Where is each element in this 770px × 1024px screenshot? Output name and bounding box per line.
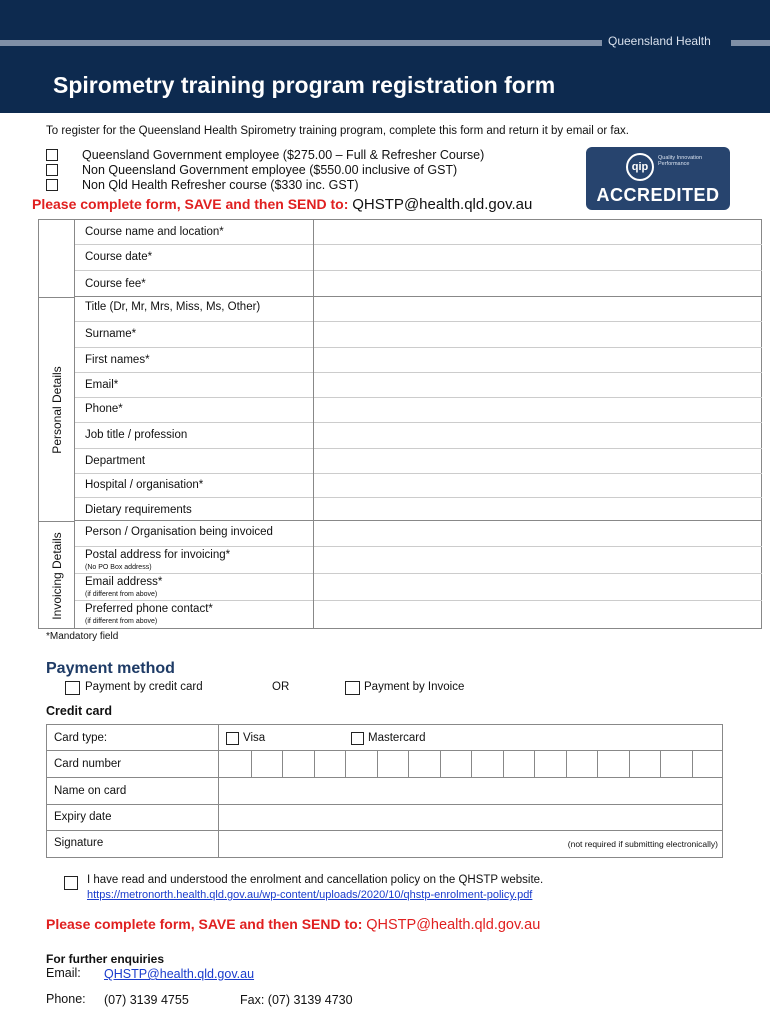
policy-link[interactable]: https://metronorth.health.qld.gov.au/wp-content/uploads/2020/10/qhstp-enrolment-policy.pdf [87,889,533,901]
personal-section-side [39,297,75,521]
or-label: OR [272,681,290,693]
card-digit-divider [408,751,409,777]
row-expiry [47,805,722,831]
header-banner [0,0,770,113]
card-digit-divider [629,751,630,777]
label: Phone* [85,403,123,415]
mandatory-note: *Mandatory field [46,631,119,642]
phone-input[interactable] [313,397,762,422]
registration-table [38,219,762,629]
option-label: Non Qld Health Refresher course ($330 inc. GST) [82,178,359,192]
checkbox[interactable] [46,149,58,161]
option-label: Non Queensland Government employee ($550.00 inclusive of GST) [82,163,458,177]
label: Surname* [85,328,137,340]
row-invoiced [75,521,762,547]
signature-input[interactable] [218,831,722,857]
accredited-small-text: Quality Innovation Performance [658,155,703,167]
policy-checkbox[interactable] [64,876,78,890]
invoice-phone-input[interactable] [313,600,762,629]
label: Name on card [54,785,127,797]
banner-stripe [0,40,602,46]
card-digit-divider [566,751,567,777]
postal-input[interactable] [313,546,762,573]
signature-note: (not required if submitting electronically) [567,839,718,849]
credit-card-title: Credit card [46,704,112,718]
row-card-type [47,725,722,751]
label: Title (Dr, Mr, Mrs, Miss, Ms, Other) [85,301,261,313]
mastercard-label: Mastercard [368,732,426,744]
enquiries-fax: Fax: (07) 3139 4730 [240,993,353,1007]
qip-logo-icon: qip [626,153,654,181]
intro-text: To register for the Queensland Health Spirometry training program, complete this form and return it by email or fax. [46,125,629,137]
option-label: Queensland Government employee ($275.00 – Full & Refresher Course) [82,148,485,162]
note: (if different from above) [85,618,158,625]
row-card-number [47,751,722,778]
send-instruction-bottom [46,916,540,933]
send-email: QHSTP@health.qld.gov.au [352,196,533,213]
checkbox[interactable] [65,681,80,695]
label: Job title / profession [85,429,188,441]
option-label: Payment by Invoice [364,681,465,693]
invoicing-section-side [39,521,75,629]
label: Email address* [85,576,163,588]
row-hospital [75,474,762,498]
banner-stripe-end [731,40,770,46]
credit-card-table [46,724,723,858]
label: Dietary requirements [85,504,192,516]
card-digit-divider [282,751,283,777]
page-title: Spirometry training program registration form [53,72,556,98]
dietary-input[interactable] [313,497,762,520]
email-input[interactable] [313,372,762,397]
invoice-email-input[interactable] [313,573,762,600]
card-digit-divider [597,751,598,777]
policy-text: I have read and understood the enrolment and cancellation policy on the QHSTP website. [87,874,544,886]
label: Course fee* [85,278,146,290]
row-email [75,373,762,398]
department-input[interactable] [313,448,762,473]
row-department [75,449,762,474]
row-course-date [75,245,762,271]
enquiries-email-label: Email: [46,966,81,980]
label: Email* [85,379,119,391]
row-postal [75,547,762,574]
invoicing-section-label: Invoicing Details [49,531,64,620]
job-title-input[interactable] [313,422,762,448]
checkbox[interactable] [345,681,360,695]
note: (if different from above) [85,591,158,598]
card-type-cell [218,725,722,750]
enquiries-title: For further enquiries [46,952,165,966]
card-digit-divider [503,751,504,777]
card-digit-divider [440,751,441,777]
row-signature [47,831,722,857]
mastercard-checkbox[interactable] [351,732,364,745]
hospital-input[interactable] [313,473,762,497]
row-course-name [75,220,762,245]
send-instruction-top [32,196,532,213]
card-digit-divider [377,751,378,777]
row-surname [75,322,762,348]
card-number-input[interactable] [218,751,722,777]
row-first-names [75,348,762,373]
label: Card number [54,758,122,770]
course-section-side [39,220,75,297]
first-names-input[interactable] [313,347,762,372]
label: Hospital / organisation* [85,479,204,491]
row-invoice-phone [75,601,762,629]
accredited-word: ACCREDITED [596,185,720,205]
card-digit-divider [660,751,661,777]
card-digit-divider [692,751,693,777]
surname-input[interactable] [313,321,762,347]
row-phone [75,398,762,423]
row-job-title [75,423,762,449]
card-digit-divider [534,751,535,777]
enquiries-phone-label: Phone: [46,992,86,1006]
row-invoice-email [75,574,762,601]
accredited-badge [586,147,730,210]
visa-checkbox[interactable] [226,732,239,745]
label: Course name and location* [85,226,224,238]
label: First names* [85,354,150,366]
send-label: Please complete form, SAVE and then SEND to: [32,196,349,212]
row-course-fee [75,271,762,297]
row-name-on-card [47,778,722,805]
checkbox[interactable] [46,164,58,176]
send-email: QHSTP@health.qld.gov.au [366,917,541,933]
label: Preferred phone contact* [85,603,213,615]
personal-section-label: Personal Details [49,365,64,454]
label: Person / Organisation being invoiced [85,526,273,538]
expiry-input[interactable] [218,805,722,830]
option-label: Payment by credit card [85,681,203,693]
course-fee-input[interactable] [313,270,762,296]
label: Signature [54,837,104,849]
row-title [75,297,762,322]
label: Postal address for invoicing* [85,549,231,561]
title-input[interactable] [313,296,762,321]
card-digit-divider [251,751,252,777]
row-dietary [75,498,762,521]
course-name-input[interactable] [313,219,762,244]
visa-label: Visa [243,732,266,744]
label: Expiry date [54,811,112,823]
invoiced-input[interactable] [313,520,762,546]
payment-method-title: Payment method [46,660,175,677]
enquiries-phone: (07) 3139 4755 [104,993,189,1007]
card-digit-divider [345,751,346,777]
note: (No PO Box address) [85,564,152,571]
brand-name: Queensland Health [608,34,711,48]
send-label: Please complete form, SAVE and then SEND to: [46,916,363,932]
card-digit-divider [314,751,315,777]
label: Department [85,455,146,467]
name-on-card-input[interactable] [218,778,722,804]
enquiries-email-link[interactable]: QHSTP@health.qld.gov.au [104,967,255,981]
card-digit-divider [471,751,472,777]
course-date-input[interactable] [313,244,762,270]
label: Course date* [85,251,153,263]
label: Card type: [54,732,108,744]
checkbox[interactable] [46,179,58,191]
